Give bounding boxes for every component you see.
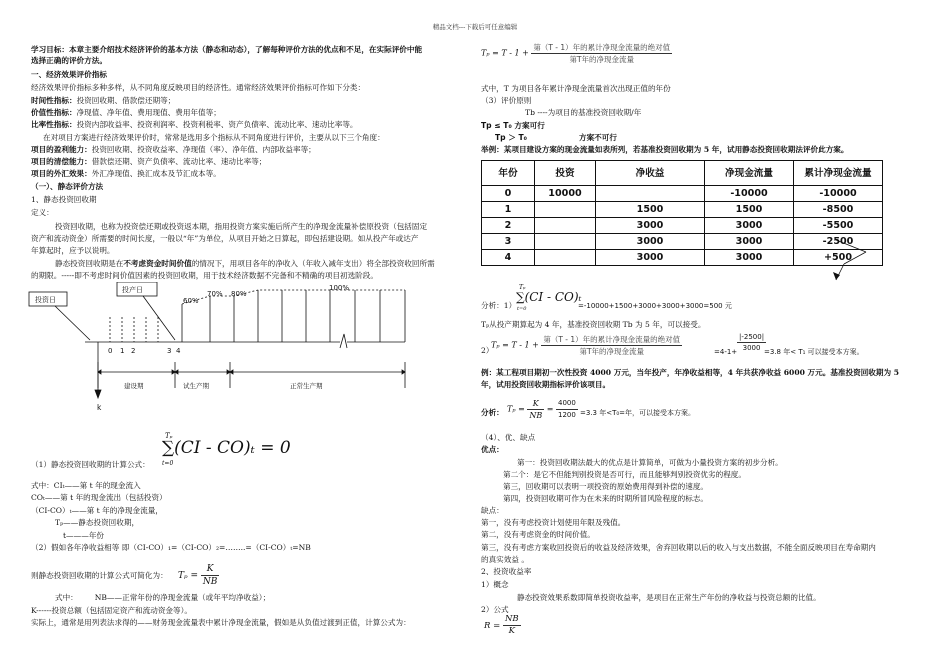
investment-k-label: k xyxy=(97,403,102,412)
analysis-2-label: 2） xyxy=(481,346,494,355)
annotation-arrows xyxy=(830,230,870,290)
con-2: 第二，没有考虑资金的时间价值。 xyxy=(481,530,595,539)
formula-heading: 2）公式 xyxy=(481,605,509,614)
definition-label: 定义： xyxy=(31,208,54,217)
analysis-2-fraction: $\frac{|-2500|}{3000}$ xyxy=(739,333,765,352)
trial-period-label: 试生产期 xyxy=(183,382,209,390)
table-cell: 3000 xyxy=(596,250,705,266)
example-1: 举例：某项目建设方案的现金流量如表所列，若基准投资回收期为 5 年，试用静态投资回收期法评价此方案。 xyxy=(481,145,849,154)
table-cell: -8500 xyxy=(794,202,883,218)
analysis-2-formula: Tₚ = T - 1 + $\frac{\text{第（T - 1）年的累计净现金流量的绝对值}}{\text{第T年的净现金流量}}$ xyxy=(491,335,681,356)
investment-day-label: 投资日 xyxy=(35,296,56,304)
tick-1: 1 xyxy=(120,347,125,355)
objective-line-2: 选择正确的评价方法。 xyxy=(31,56,107,65)
item-2-heading: （2）假如各年净收益相等 即（CI-CO）₁=（CI-CO）₂=……..=（CI-CO）ₜ=NB xyxy=(31,543,311,552)
analysis-2-result: =3.8 年< T₁ 可以接受本方案。 xyxy=(764,348,864,356)
where-co: COₜ——第 t 年的现金流出（包括投资） xyxy=(31,493,167,502)
analysis-3-result: =3.3 年<T₀=年，可以接受本方案。 xyxy=(580,409,696,417)
analysis-2-eq: =4-1+ xyxy=(714,348,738,356)
pct-70-label: 70% xyxy=(207,290,223,298)
simplify-text: 则静态投资回收期的计算公式可简化为： xyxy=(31,571,168,580)
analysis-1-label: 分析：1） xyxy=(481,301,517,310)
axis-break xyxy=(340,334,347,348)
table-cell: 1500 xyxy=(596,202,705,218)
pct-100-label: 100% xyxy=(329,284,350,292)
analysis-3-label: 分析： xyxy=(481,408,504,417)
analysis-sum-upper: Tₚ xyxy=(519,284,526,291)
table-cell: -10000 xyxy=(705,186,794,202)
table-cell xyxy=(535,234,596,250)
col-investment: 投资 xyxy=(535,161,596,186)
debt-ability: 项目的清偿能力：借款偿还期、资产负债率、流动比率、速动比率等； xyxy=(31,157,267,166)
where-k: K------投资总额（包括固定资产和流动资金等）。 xyxy=(31,606,192,615)
table-cell: 0 xyxy=(482,186,535,202)
table-cell xyxy=(535,250,596,266)
col-cumulative: 累计净现金流量 xyxy=(794,161,883,186)
where-tp: Tₚ——静态投资回收期， xyxy=(55,518,140,527)
cash-flow-table xyxy=(481,160,883,266)
project-intro: 在对项目方案进行经济效果评价时，常常是选用多个指标从不同角度进行评价，主要从以下三个角度： xyxy=(43,133,385,142)
tick-2: 2 xyxy=(131,347,136,355)
where-nb: 式中： NB——正常年份的净现金流量（或年平均净收益）； xyxy=(55,593,271,602)
table-cell: 3000 xyxy=(596,218,705,234)
reject-rule-text: 方案不可行 xyxy=(579,133,617,142)
tick-0: 0 xyxy=(108,347,113,355)
concept-heading: 1）概念 xyxy=(481,580,509,589)
pros-cons-heading: （4）、优、缺点 xyxy=(481,433,536,442)
section-2-heading: 2、投资收益率 xyxy=(481,567,532,576)
pro-2: 第二个：是它不但能判别投资是否可行，而且能够判别投资优劣的程度。 xyxy=(503,470,746,479)
pro-3: 第三，回收期可以表明一项投资的原始费用得到补偿的速度。 xyxy=(503,482,709,491)
tick-3: 3 xyxy=(167,347,172,355)
table-cell: 1500 xyxy=(705,202,794,218)
tp-cumulative-formula: Tₚ = T - 1 + $\frac{\text{第（T - 1）年的累计净现金流量的绝对值}}{\text{第T年的净现金流量}}$ xyxy=(481,43,671,64)
intro-text: 经济效果评价指标多种多样，从不同角度反映项目的经济性。通常经济效果评价指标可作如下分类： xyxy=(31,83,366,92)
pro-1: 第一：投资回收期法最大的优点是计算简单，可做为小量投资方案的初步分析。 xyxy=(517,458,783,467)
where-t: t———年份 xyxy=(63,531,105,540)
static-line-1: 静态投资回收期是在不考虑资金时间价值的情况下，用项目各年的净收入（年收入减年支出）将全部投资收回所需 xyxy=(55,259,435,268)
analysis-3-formula: Tₚ = $\frac{K}{NB}$ = $\frac{4000}{1200}$ xyxy=(507,399,576,420)
table-cell: -5500 xyxy=(794,218,883,234)
normal-period-label: 正常生产期 xyxy=(290,382,323,390)
col-net-income: 净收益 xyxy=(596,161,705,186)
section-heading: 一、经济效果评价指标 xyxy=(31,70,107,79)
example-2-line-2: 年，试用投资回收期指标评价该项目。 xyxy=(481,380,611,389)
r-formula: R = $\frac{NB}{K}$ xyxy=(484,614,519,636)
definition-line-1: 投资回收期，也称为投资偿还期或投资返本期，指用投资方案实施后所产生的净现金流量补偿原投资（包括固定 xyxy=(55,222,428,231)
pct-60-label: 60% xyxy=(183,297,199,305)
table-row xyxy=(482,202,883,218)
con-3-cont: 的真实效益 。 xyxy=(481,555,529,564)
subsection-heading: （一）、静态评价方法 xyxy=(31,182,104,191)
table-row xyxy=(482,218,883,234)
pct-80-label: 80% xyxy=(231,290,247,298)
table-cell: -10000 xyxy=(794,186,883,202)
sum-upper-limit: Tₚ xyxy=(165,432,173,440)
table-cell: +500 xyxy=(794,250,883,266)
production-day-label: 投产日 xyxy=(122,286,143,294)
definition-line-3: 年算起时，应予以说明。 xyxy=(31,246,115,255)
example-2-line-1: 例：某工程项目期初一次性投资 4000 万元，当年投产，年净收益相等，4 年共获净收益 6000 万元。基准投资回收期为 5 xyxy=(481,368,900,377)
table-row xyxy=(482,186,883,202)
table-cell xyxy=(535,202,596,218)
project-timeline-diagram xyxy=(25,282,445,417)
cons-heading: 缺点： xyxy=(481,506,504,515)
table-cell: 3000 xyxy=(705,234,794,250)
col-year: 年份 xyxy=(482,161,535,186)
analysis-sum-lower: t=0 xyxy=(517,306,527,312)
tb-definition: Tb ----为项目的基准投资回收期/年 xyxy=(525,108,642,117)
objective-line: 学习目标：本章主要介绍技术经济评价的基本方法（静态和动态），了解每种评价方法的优点和不足，在实际评价中能 xyxy=(31,45,423,54)
practice-text: 实际上，通常是用列表法求得的——财务现金流量表中累计净现金流量，假如是从负值过渡到正值，计算公式为： xyxy=(31,618,411,627)
table-row xyxy=(482,250,883,266)
sum-formula: ∑(CI - CO)ₜ = 0 xyxy=(162,438,291,458)
value-indicators: 价值性指标：净现值、净年值、费用现值、费用年值等； xyxy=(31,108,221,117)
reject-rule: Tp ＞ T₀ xyxy=(495,133,528,142)
table-cell xyxy=(535,218,596,234)
con-1: 第一，没有考虑投资计划使用年限及残值。 xyxy=(481,518,626,527)
table-row xyxy=(482,234,883,250)
table-cell: 3 xyxy=(482,234,535,250)
table-cell xyxy=(596,186,705,202)
definition-line-2: 资产和流动资金）所需要的时间长度，一般以“年”为单位，从项目开始之日算起，即包括建设期。如从投产年或达产 xyxy=(31,234,419,243)
criteria-heading: （3）评价原则 xyxy=(481,96,532,105)
table-cell: 3000 xyxy=(596,234,705,250)
profit-ability: 项目的盈利能力：投资回收期、投资收益率、净现值（率）、净年值、内部收益率等； xyxy=(31,145,316,154)
table-cell: 3000 xyxy=(705,218,794,234)
con-3: 第三，没有考虑方案收回投资后的收益及经济效果，舍弃回收期以后的收入与支出数据，不能全面反映项目在寿命期内 xyxy=(481,543,876,552)
forex-effect: 项目的外汇效果：外汇净现值、换汇成本及节汇成本等。 xyxy=(31,169,221,178)
ratio-indicators: 比率性指标：投资内部收益率、投资利润率、投资利税率、资产负债率、流动比率、速动比率等。 xyxy=(31,120,358,129)
table-cell: 2 xyxy=(482,218,535,234)
col-net-cash-flow: 净现金流量 xyxy=(705,161,794,186)
construction-period-label: 建设期 xyxy=(124,382,144,390)
concept-text: 静态投资效果系数即简单投资收益率，是项目在正常生产年份的净收益与投资总额的比值。 xyxy=(517,593,821,602)
time-indicators: 时间性指标：投资回收期、借款偿还期等； xyxy=(31,96,176,105)
sum-lower-limit: t=0 xyxy=(162,460,174,467)
tp-formula: Tₚ = $\frac{K}{NB}$ xyxy=(178,564,218,587)
pro-4: 第四，投资回收期可作为在未来的时期所冒风险程度的标志。 xyxy=(503,494,709,503)
where-ci: 式中：CIₜ——第 t 年的现金流入 xyxy=(31,481,141,490)
table-cell: 4 xyxy=(482,250,535,266)
where-t-year: 式中，T 为项目各年累计净现金流量首次出现正值的年份 xyxy=(481,84,671,93)
analysis-1-result: =-10000+1500+3000+3000+3000=500 元 xyxy=(578,302,732,310)
accept-rule: Tp ≤ T₀ 方案可行 xyxy=(481,121,545,130)
tp-4-years: Tₚ从投产期算起为 4 年，基准投资回收期 Tb 为 5 年，可以接受。 xyxy=(481,320,706,329)
subsection-item: 1、静态投资回收期 xyxy=(31,195,97,204)
analysis-sum: ∑(CI - CO)ₜ xyxy=(516,290,582,304)
pros-heading: 优点： xyxy=(481,445,504,454)
table-cell: 10000 xyxy=(535,186,596,202)
table-cell: 3000 xyxy=(705,250,794,266)
where-cico: （CI-CO）ₜ——第 t 年的净现金流量， xyxy=(31,506,163,515)
tick-4: 4 xyxy=(176,347,181,355)
table-cell: -2500 xyxy=(794,234,883,250)
item-1-heading: （1）静态投资回收期的计算公式： xyxy=(31,460,150,469)
page-header: 精品文档---下载后可任意编辑 xyxy=(432,23,518,31)
static-line-2: 的期限。-----即不考虑时间价值因素的投资回收期，用于技术经济数据不完备和不精确的项目初选阶段。 xyxy=(31,271,378,280)
table-cell: 1 xyxy=(482,202,535,218)
